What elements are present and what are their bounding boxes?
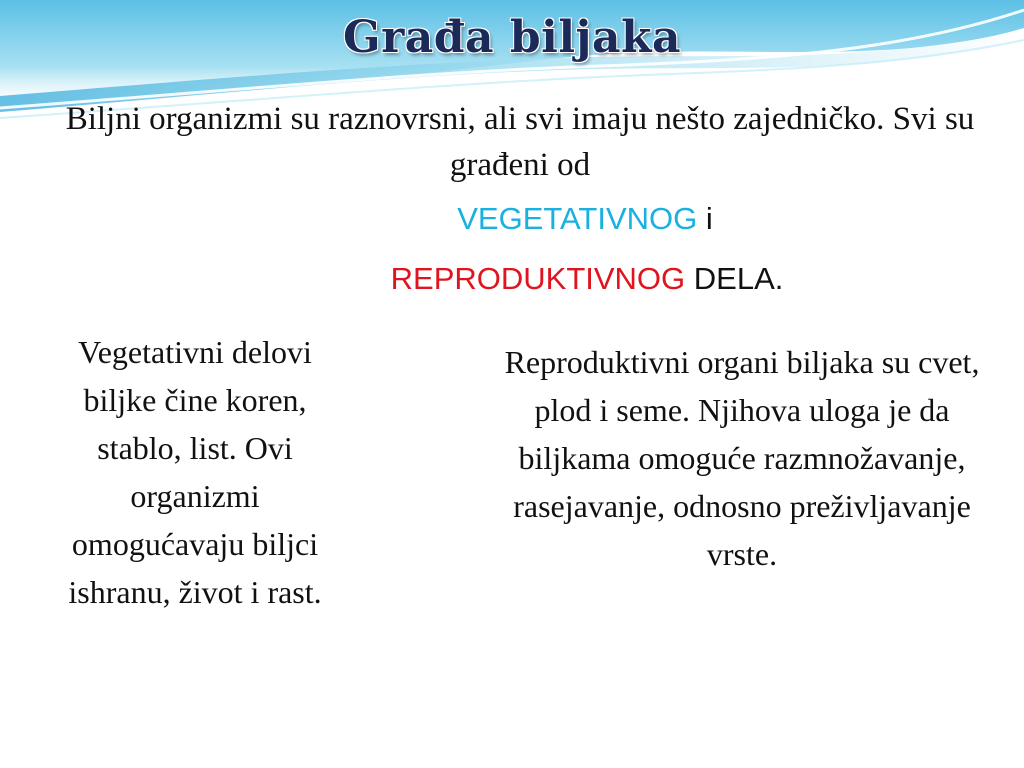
reproductive-description: Reproduktivni organi biljaka su cvet, plod i seme. Njihova uloga je da biljkama omoguće razmnožavanje, rasejavanje, odnosno preživljavanje vrste.: [504, 344, 980, 572]
reproductive-keyword: REPRODUKTIVNOG: [390, 261, 686, 296]
suffix-text: DELA.: [685, 261, 784, 296]
slide-title: Građa biljaka: [343, 12, 681, 63]
vegetative-keyword: VEGETATIVNOG: [457, 201, 698, 236]
connector-text: i: [697, 201, 713, 236]
vegetative-description: Vegetativni delovi biljke čine koren, stablo, list. Ovi organizmi omogućavaju biljci ishranu, život i rast.: [68, 334, 322, 610]
reproductive-line: [0, 256, 1024, 302]
intro-text: Biljni organizmi su raznovrsni, ali svi imaju nešto zajedničko. Svi su građeni od: [65, 101, 975, 183]
vegetative-line: [0, 196, 1024, 242]
